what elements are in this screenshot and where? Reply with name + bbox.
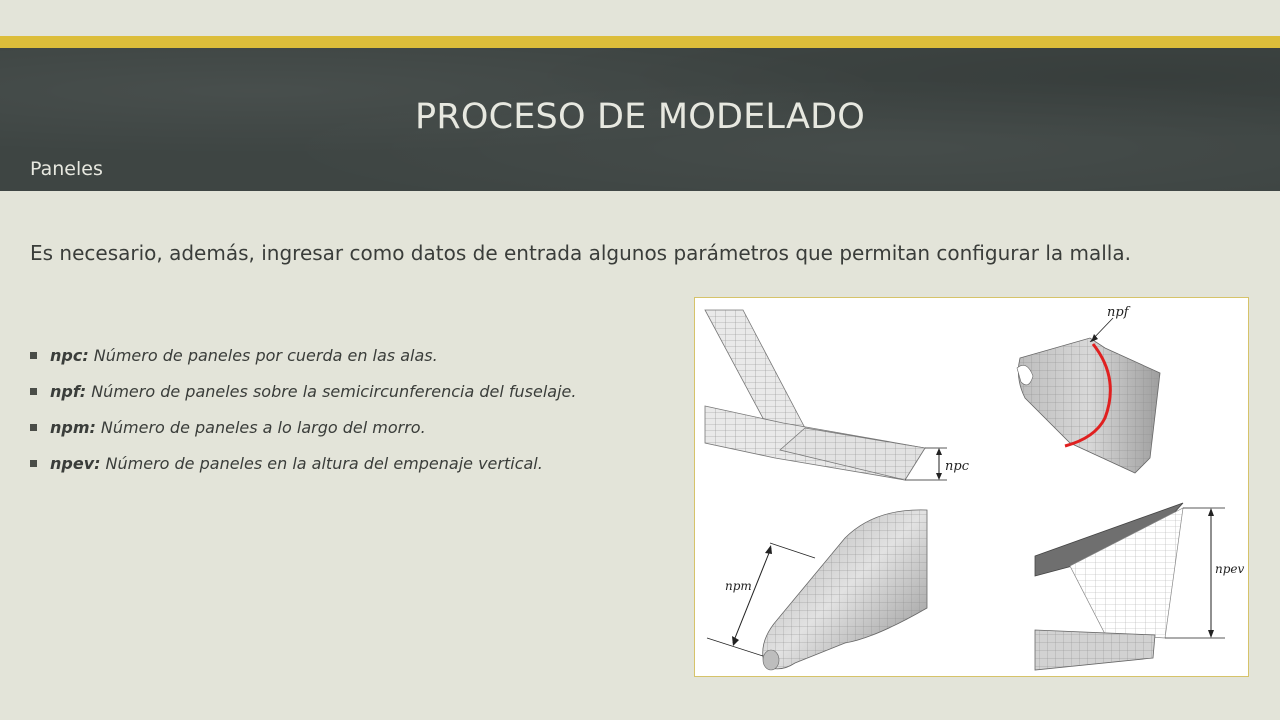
npc-label: npc <box>945 459 969 474</box>
square-bullet-icon <box>30 424 37 431</box>
slide-subtitle: Paneles <box>30 158 103 180</box>
parameter-term: npc: <box>50 346 89 365</box>
square-bullet-icon <box>30 460 37 467</box>
list-item <box>30 454 690 490</box>
parameter-term: npf: <box>50 382 87 401</box>
parameter-list <box>30 346 690 490</box>
fuselage-panel-diagram <box>1017 305 1160 473</box>
intro-paragraph: Es necesario, además, ingresar como datos de entrada algunos parámetros que permitan configurar la malla. <box>30 241 1131 265</box>
npm-label: npm <box>725 579 752 593</box>
parameter-description: Número de paneles sobre la semicircunferencia del fuselaje. <box>91 382 577 401</box>
parameter-description: Número de paneles a lo largo del morro. <box>100 418 426 437</box>
npev-label: npev <box>1215 562 1245 576</box>
list-item <box>30 418 690 454</box>
parameter-term: npev: <box>50 454 101 473</box>
vertical-tail-panel-diagram <box>1035 503 1245 670</box>
mesh-parameters-figure <box>694 297 1249 677</box>
accent-bar <box>0 36 1280 48</box>
wing-panel-diagram <box>705 310 970 480</box>
square-bullet-icon <box>30 388 37 395</box>
list-item <box>30 382 690 418</box>
parameter-term: npm: <box>50 418 96 437</box>
slide-title: PROCESO DE MODELADO <box>415 97 865 137</box>
nose-panel-diagram <box>707 510 927 670</box>
parameter-description: Número de paneles en la altura del empenaje vertical. <box>105 454 543 473</box>
list-item <box>30 346 690 382</box>
square-bullet-icon <box>30 352 37 359</box>
npf-label: npf <box>1107 305 1129 320</box>
parameter-description: Número de paneles por cuerda en las alas. <box>93 346 438 365</box>
